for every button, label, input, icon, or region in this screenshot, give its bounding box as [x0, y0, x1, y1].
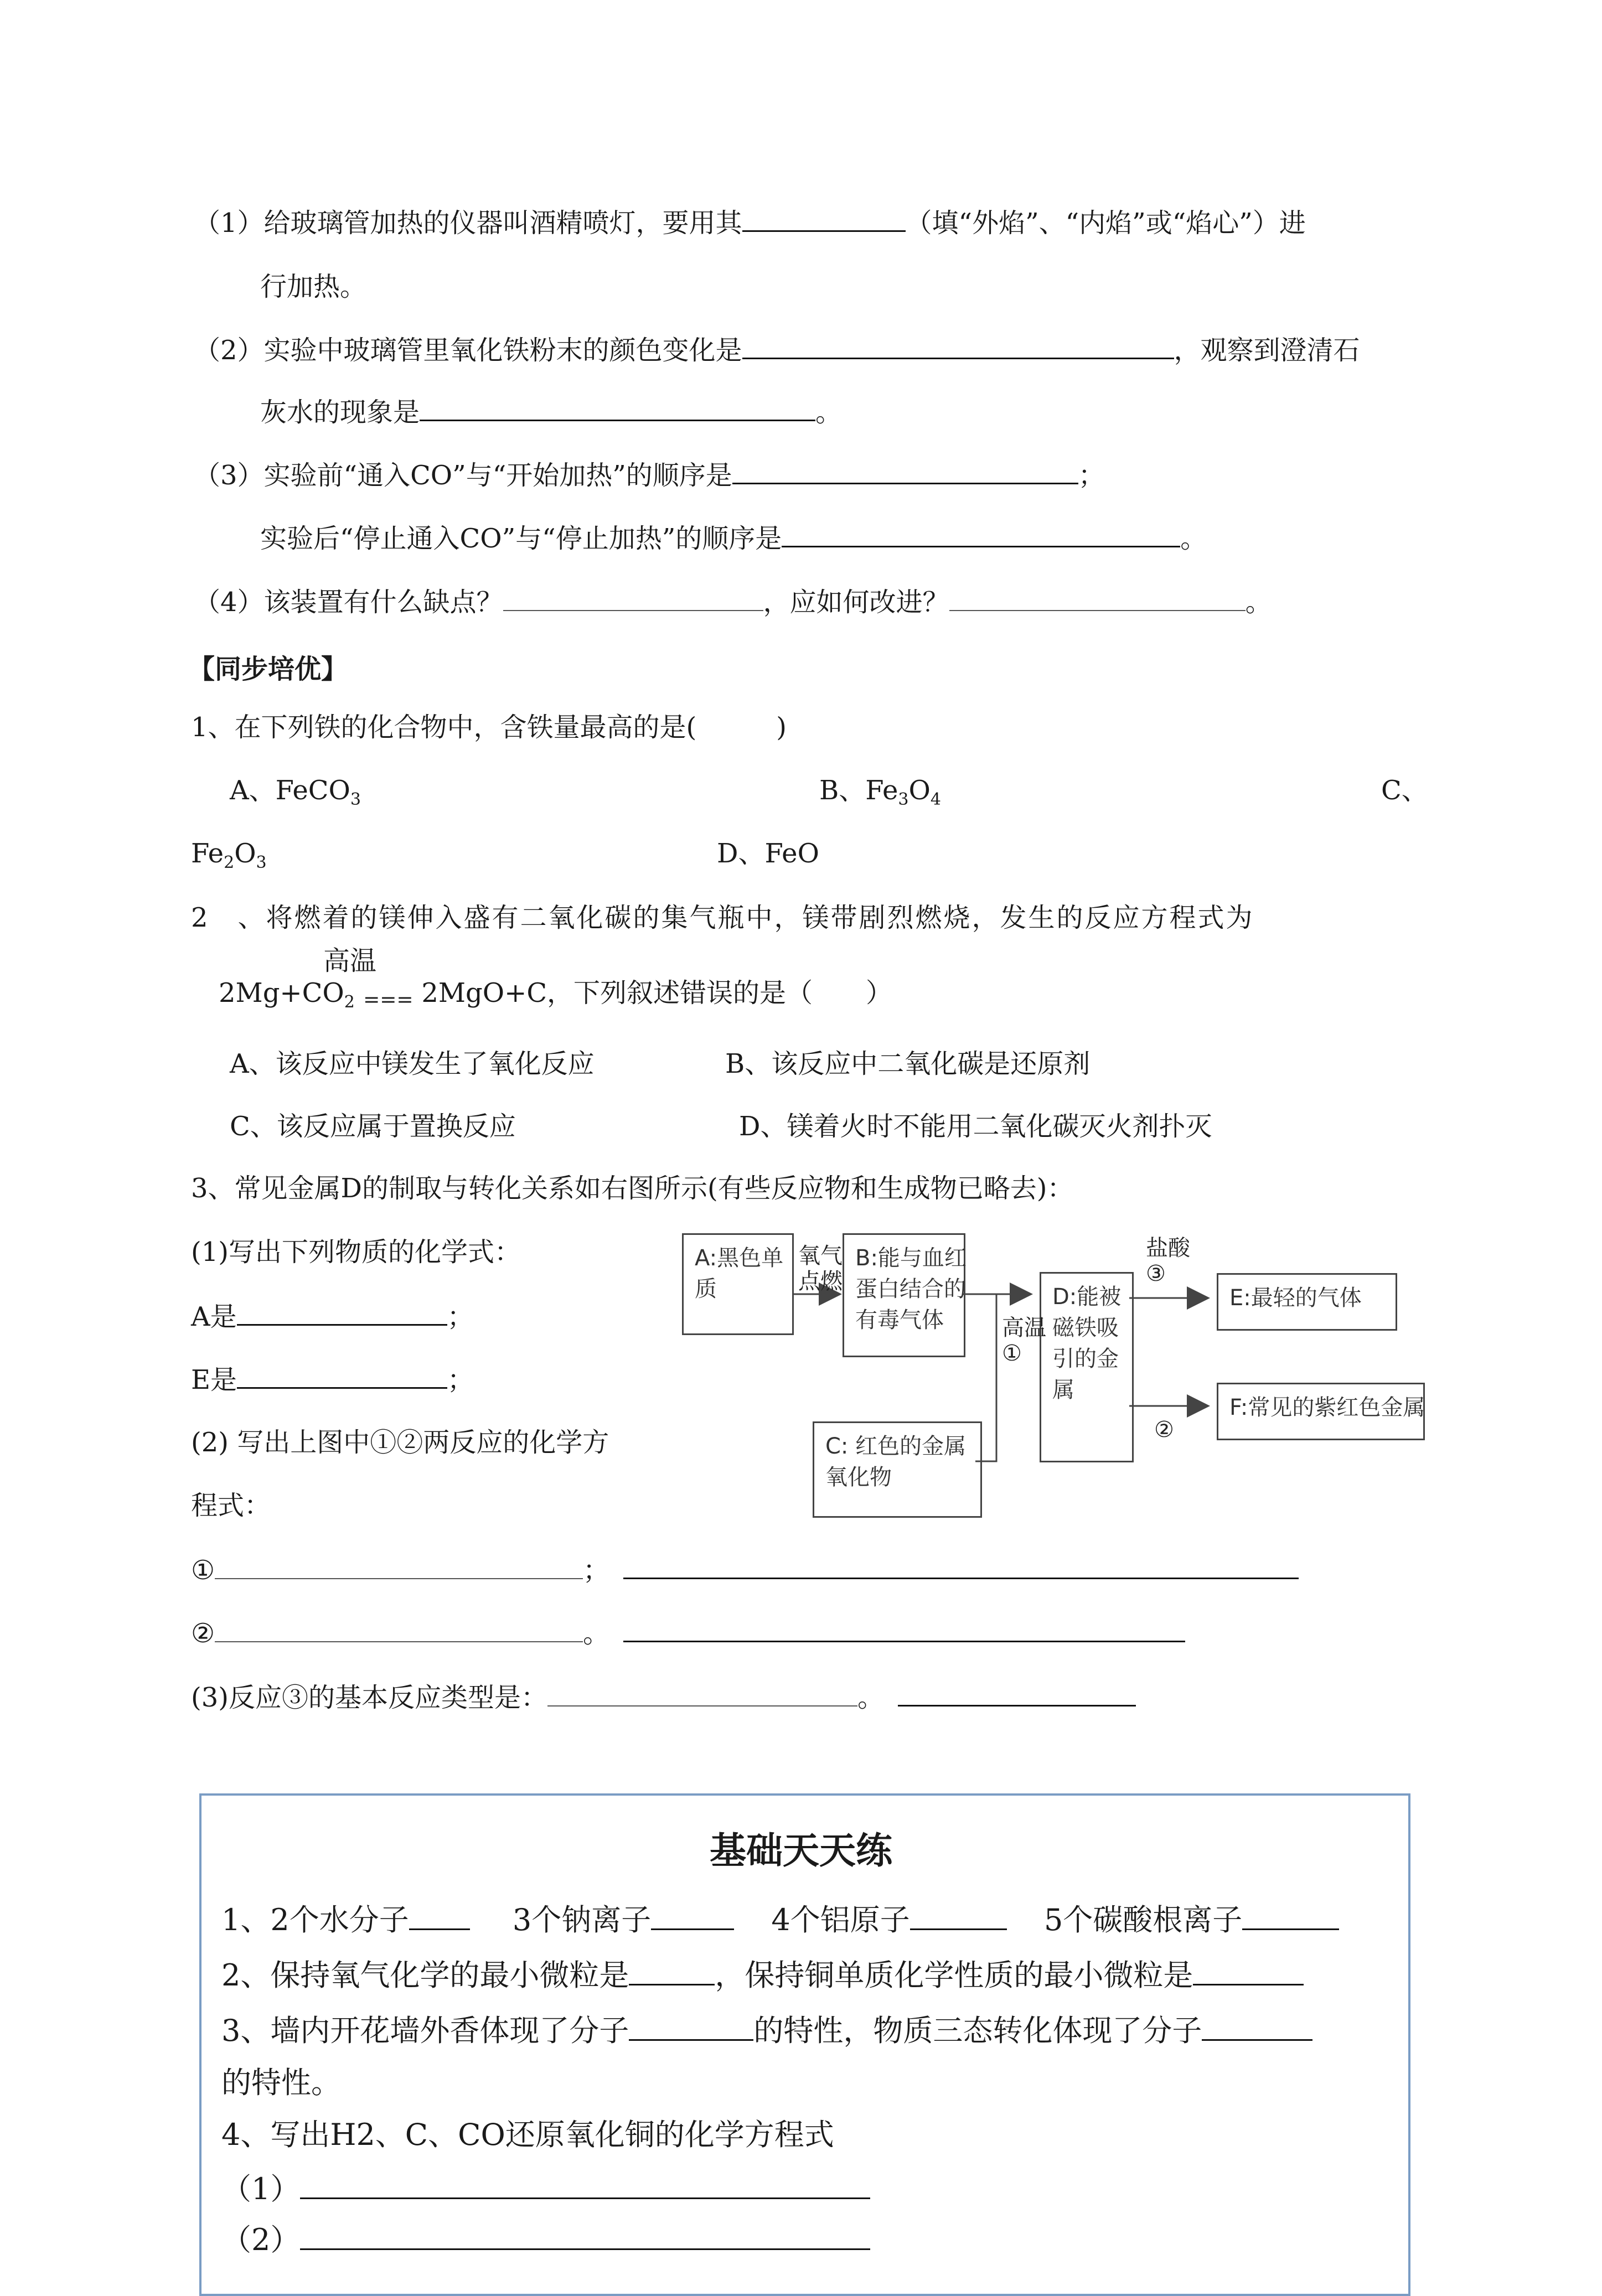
q3-a-line: A是 ； [191, 1299, 474, 1335]
q3-reaction-2: ② 。 [191, 1615, 1185, 1651]
answer-blank-p3b[interactable] [1202, 2011, 1312, 2041]
q3-sub3: (3)反应③的基本反应类型是： 。 [191, 1679, 1136, 1715]
diagram-box-c: C: 红色的金属 氧化物 [813, 1421, 982, 1518]
q2-stem: 2 、将燃着的镁伸入盛有二氧化碳的集气瓶中，镁带剧烈燃烧，发生的反应方程式为 [191, 902, 1254, 933]
answer-blank-p6[interactable] [300, 2221, 870, 2250]
q2-option-c: C、该反应属于置换反应 [230, 1111, 516, 1142]
q3-sub2: (2) 写出上图中①②两反应的化学方 [191, 1427, 609, 1458]
q2-equation: $2Mg+CO_2$ === 2MgO+C，下列叙述错误的是（ ） [219, 975, 892, 1020]
diagram-box-e: E:最轻的气体 [1217, 1273, 1397, 1331]
practice-line-3: 3、墙内开花墙外香体现了分子 的特性，物质三态转化体现了分子 [221, 2011, 1312, 2050]
q-prev-line-3b: 实验后“停止通入CO”与“停止加热”的顺序是 。 [260, 520, 1207, 556]
q2-option-a: A、该反应中镁发生了氧化反应 [230, 1048, 595, 1079]
practice-line-5: （1） [221, 2170, 870, 2209]
q3-stem: 3、常见金属D的制取与转化关系如右图所示(有些反应物和生成物已略去)： [191, 1173, 1074, 1204]
q1-stem: 1、在下列铁的化合物中，含铁量最高的是( ) [191, 712, 787, 743]
q-prev-line-2: （2）实验中玻璃管里氧化铁粉末的颜色变化是 ，观察到澄清石 [194, 332, 1360, 368]
q3-sub1: (1)写出下列物质的化学式： [191, 1237, 521, 1268]
answer-blank-p2a[interactable] [629, 1956, 715, 1985]
q-prev-line-1: （1）给玻璃管加热的仪器叫酒精喷灯，要用其 （填“外焰”、“内焰”或“焰心”）进 [194, 205, 1306, 241]
q2-option-b: B、该反应中二氧化碳是还原剂 [725, 1048, 1091, 1079]
q1-option-b: B、$Fe_3O_4$ [819, 775, 941, 809]
diagram-box-a: A:黑色单 质 [682, 1233, 794, 1335]
q1-option-c: C、 [1381, 775, 1428, 806]
q2-eq-sign: === [363, 989, 414, 1011]
answer-blank-p2b[interactable] [1193, 1956, 1304, 1985]
practice-line-4: 4、写出H2、C、CO还原氧化铜的化学方程式 [221, 2117, 834, 2152]
label-high-temp-1: 高温 ① [1002, 1315, 1046, 1366]
q-prev-line-3: （3）实验前“通入CO”与“开始加热”的顺序是 ； [194, 457, 1105, 493]
q-prev-line-4: （4）该装置有什么缺点？ ，应如何改进？ 。 [194, 585, 1272, 620]
q1-option-d: D、FeO [717, 838, 819, 869]
label-hcl-3: 盐酸 ③ [1146, 1235, 1190, 1286]
answer-blank-p3a[interactable] [629, 2011, 753, 2041]
label-reaction-2: ② [1154, 1417, 1174, 1442]
answer-blank-p1a[interactable] [409, 1901, 470, 1930]
q-prev-line-2b: 灰水的现象是 。 [260, 394, 842, 430]
q3-e-line: E是 ； [191, 1362, 474, 1398]
practice-line-6: （2） [221, 2221, 870, 2259]
practice-line-2: 2、保持氧气化学的最小微粒是 ，保持铜单质化学性质的最小微粒是 [221, 1956, 1304, 1995]
diagram-box-b: B:能与血红 蛋白结合的 有毒气体 [843, 1233, 965, 1357]
q1-option-a: A、FeCO$_3$ [230, 775, 361, 809]
practice-line-3b: 的特性。 [221, 2065, 341, 2100]
practice-title: 基础天天练 [710, 1829, 892, 1872]
answer-blank-p5[interactable] [300, 2170, 870, 2199]
practice-line-1: 1、2个水分子 3个钠离子 4个铝原子 5个碳酸根离子 [221, 1901, 1339, 1940]
q3-reaction-1: ① ； [191, 1552, 1299, 1588]
answer-blank-p1b[interactable] [651, 1901, 734, 1930]
q3-sub2-cont: 程式： [191, 1490, 271, 1521]
label-o2-ignite: 氧气 点燃 [798, 1243, 843, 1294]
diagram-box-d: D:能被 磁铁吸 引的金 属 [1040, 1272, 1134, 1462]
answer-blank-p1d[interactable] [1242, 1901, 1339, 1930]
diagram-box-f: F:常见的紫红色金属 [1217, 1383, 1425, 1440]
q2-option-d: D、镁着火时不能用二氧化碳灭火剂扑灭 [739, 1111, 1212, 1142]
q2-eq-condition: 高温 [323, 945, 376, 976]
q1-option-c-formula: $Fe_2O_3$ [191, 838, 267, 872]
answer-blank-p1c[interactable] [910, 1901, 1007, 1930]
q-prev-line-1b: 行加热。 [260, 271, 367, 302]
section-title: 【同步培优】 [188, 654, 348, 685]
